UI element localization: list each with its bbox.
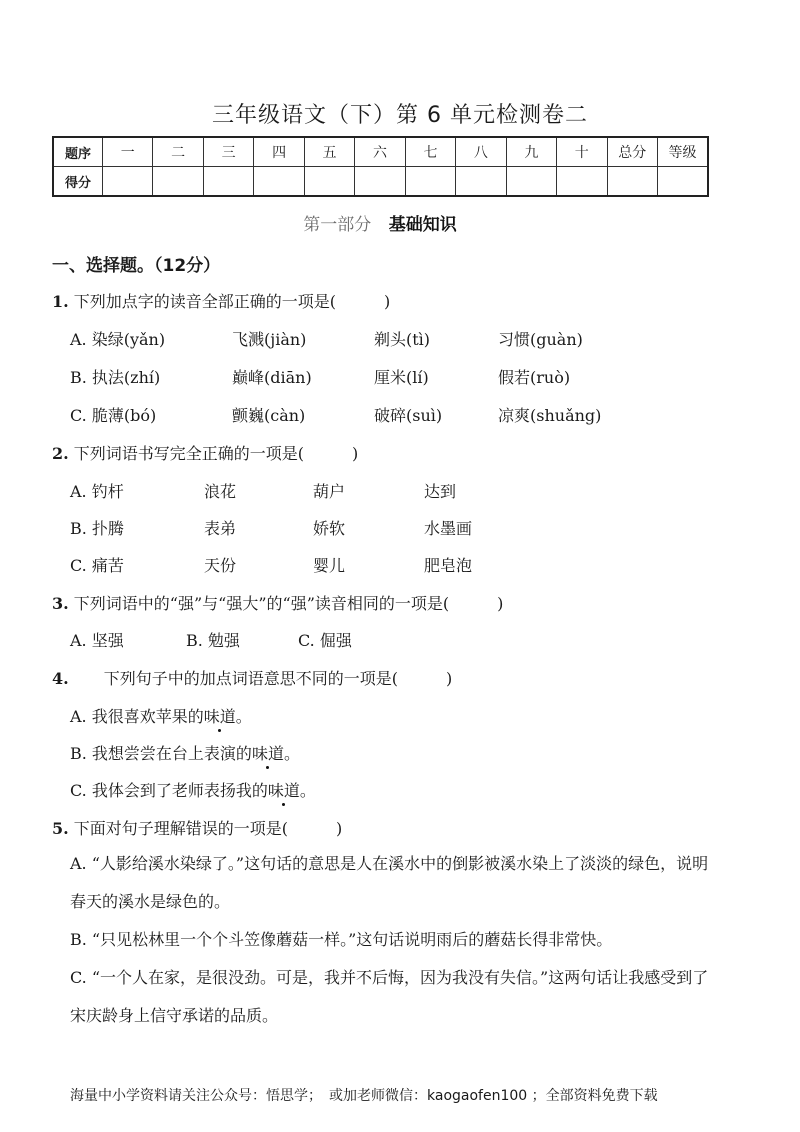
q3-option-b: B. 勉强 [186,631,240,650]
q2-option-a-2: 浪花 [204,482,237,501]
score-table [52,136,709,197]
score-cell[interactable] [153,167,203,197]
q1-option-a-2: 飞溅(jiàn) [232,330,307,349]
question-text: 下列句子中的加点词语意思不同的一项是( ) [103,669,453,688]
q3-option-c: C. 倔强 [298,631,352,650]
q4-option-end: 。 [299,781,316,800]
col-9: 九 [506,137,556,167]
question-number: 1. [52,292,69,311]
score-cell[interactable] [254,167,304,197]
q4-option-b [70,741,300,764]
col-4: 四 [254,137,304,167]
q4-option-end: 。 [235,707,252,726]
score-cell[interactable] [657,167,708,197]
q1-option-c-4: 凉爽(shuǎng) [498,406,602,425]
q2-option-a-4: 达到 [424,482,457,501]
question-2 [52,441,358,464]
score-cell[interactable] [203,167,253,197]
score-cell[interactable] [405,167,455,197]
q4-option-c [70,778,316,801]
question-3 [52,591,503,614]
question-number: 4. [52,669,69,688]
col-6: 六 [355,137,405,167]
q4-option-text: C. 我体会到了老师表扬我的 [70,781,268,800]
row-label-order: 题序 [53,137,103,167]
q1-option-a-3: 剃头(tì) [374,330,431,349]
row-label-score: 得分 [53,167,103,197]
score-cell[interactable] [506,167,556,197]
q4-option-text: B. 我想尝尝在台上表演的 [70,744,252,763]
dotted-word: 味道 [252,741,284,764]
score-cell[interactable] [355,167,405,197]
col-total: 总分 [607,137,657,167]
question-text: 下列加点字的读音全部正确的一项是( ) [73,292,391,311]
col-8: 八 [456,137,506,167]
col-grade: 等级 [657,137,708,167]
q3-option-a: A. 坚强 [70,631,124,650]
q4-option-text: A. 我很喜欢苹果的 [70,707,204,726]
question-text: 下列词语书写完全正确的一项是( ) [73,444,359,463]
q1-option-c-3: 破碎(suì) [374,406,443,425]
score-table-header-row [53,137,708,167]
q2-option-c-3: 婴儿 [313,556,346,575]
score-cell[interactable] [607,167,657,197]
dotted-word: 味道 [204,704,236,727]
q5-option-b: B. “只见松林里一个个斗笠像蘑菇一样。”这句话说明雨后的蘑菇长得非常快。 [70,930,613,949]
question-text: 下面对句子理解错误的一项是( ) [73,819,343,838]
q4-option-end: 。 [283,744,300,763]
col-5: 五 [304,137,354,167]
q5-option-c: C. “一个人在家，是很没劲。可是，我并不后悔，因为我没有失信。”这两句话让我感受到了宋庆龄身上信守承诺的品质。 [70,968,709,1025]
q1-option-b-4: 假若(ruò) [498,368,571,387]
part-heading [0,210,760,235]
col-7: 七 [405,137,455,167]
q1-option-a-1: A. 染绿(yǎn) [70,330,166,349]
q2-option-c-1: C. 痛苦 [70,556,124,575]
score-cell[interactable] [304,167,354,197]
q2-option-c-4: 肥皂泡 [424,556,473,575]
col-1: 一 [103,137,153,167]
q1-option-c-2: 颤巍(càn) [232,406,306,425]
question-5 [52,816,342,839]
question-number: 2. [52,444,69,463]
section-title: 一、选择题。（12分） [52,256,221,276]
q2-option-c-2: 天份 [204,556,237,575]
q2-option-b-1: B. 扑腾 [70,519,124,538]
dotted-word: 味道 [268,778,300,801]
q1-option-a-4: 习惯(guàn) [498,330,583,349]
q2-option-a-3: 葫户 [313,482,346,501]
q5-option-a: A. “人影给溪水染绿了。”这句话的意思是人在溪水中的倒影被溪水染上了淡淡的绿色，说明春天的溪水是绿色的。 [70,854,709,911]
q1-option-c-1: C. 脆薄(bó) [70,406,157,425]
footer-note: 海量中小学资料请关注公众号：悟思学； 或加老师微信：kaogaofen100 ；全部资料免费下载 [70,1088,658,1104]
score-cell[interactable] [103,167,153,197]
col-2: 二 [153,137,203,167]
question-1 [52,289,390,312]
q1-option-b-2: 巅峰(diān) [232,368,312,387]
page-title: 三年级语文（下）第 6 单元检测卷二 [212,103,588,128]
q1-option-b-1: B. 执法(zhí) [70,368,161,387]
question-number: 3. [52,594,69,613]
part-title: 基础知识 [388,215,457,235]
q2-option-a-1: A. 钓杆 [70,482,124,501]
q2-option-b-4: 水墨画 [424,519,473,538]
question-text: 下列词语中的“强”与“强大”的“强”读音相同的一项是( ) [73,594,504,613]
score-cell[interactable] [557,167,607,197]
score-table-score-row [53,167,708,197]
q2-option-b-3: 娇软 [313,519,346,538]
part-label: 第一部分 [303,215,372,235]
col-10: 十 [557,137,607,167]
question-4 [52,666,452,689]
col-3: 三 [203,137,253,167]
q2-option-b-2: 表弟 [204,519,237,538]
q1-option-b-3: 厘米(lí) [374,368,429,387]
score-cell[interactable] [456,167,506,197]
question-number: 5. [52,819,69,838]
q4-option-a [70,704,252,727]
